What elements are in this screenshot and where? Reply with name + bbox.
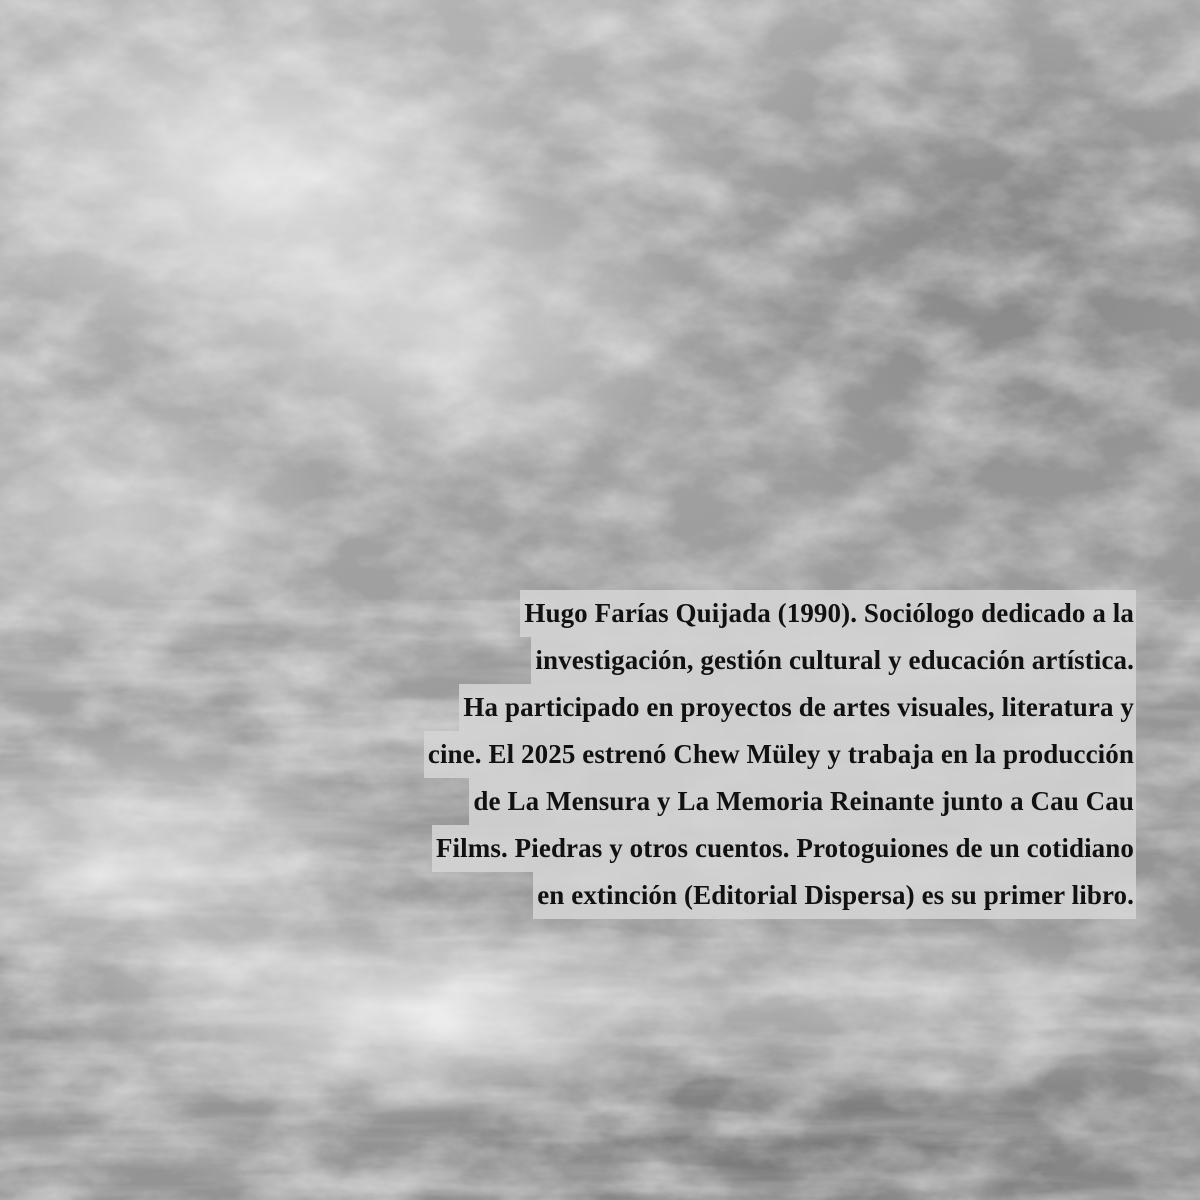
caption-line: cine. El 2025 estrenó Chew Müley y trabaja en la producción — [424, 731, 1136, 778]
caption-line: investigación, gestión cultural y educación artística. — [531, 637, 1136, 684]
caption-line: Hugo Farías Quijada (1990). Sociólogo dedicado a la — [520, 590, 1136, 637]
biography-caption — [236, 590, 1136, 919]
caption-line: de La Mensura y La Memoria Reinante junto a Cau Cau — [469, 778, 1136, 825]
caption-line: en extinción (Editorial Dispersa) es su primer libro. — [533, 872, 1136, 919]
caption-line: Films. Piedras y otros cuentos. Protoguiones de un cotidiano — [432, 825, 1136, 872]
caption-line: Ha participado en proyectos de artes visuales, literatura y — [459, 684, 1136, 731]
